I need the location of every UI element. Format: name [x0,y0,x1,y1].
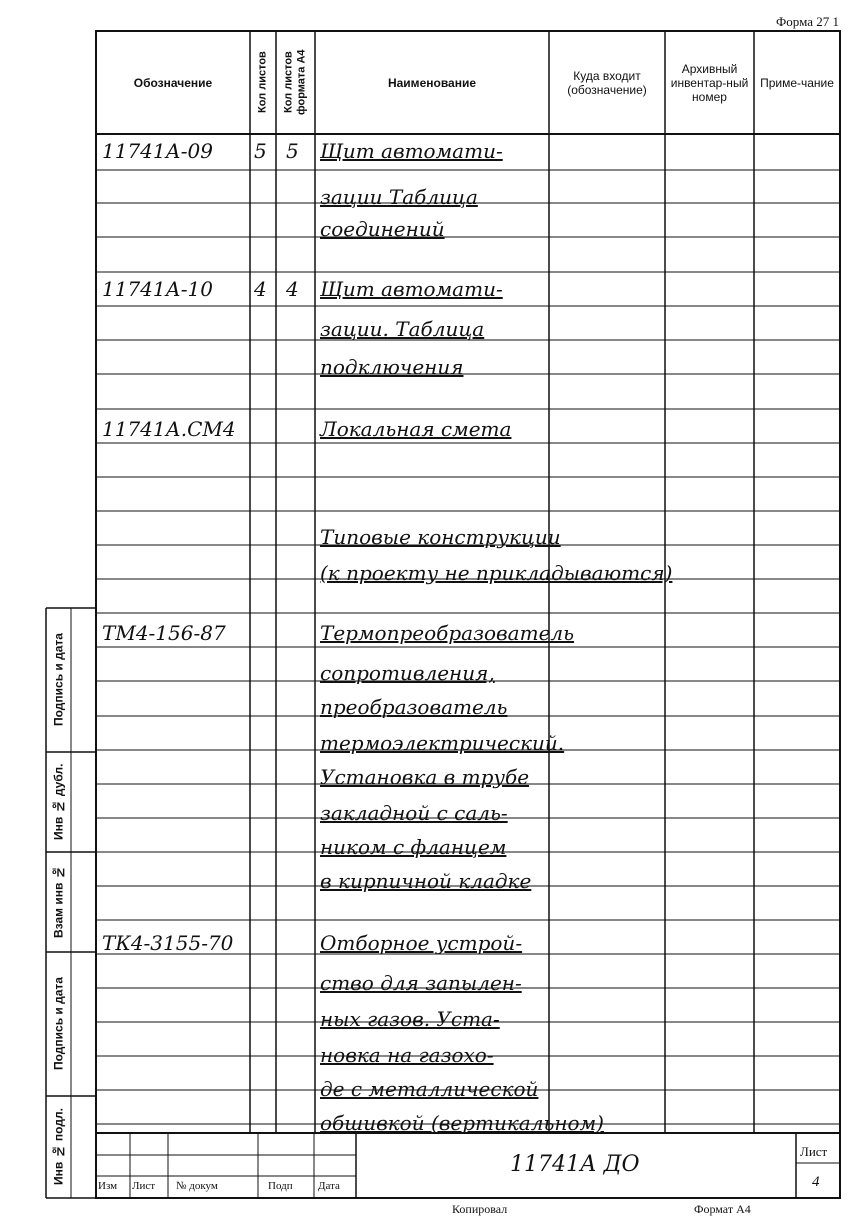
row-sheets: 5 [254,139,267,163]
header-note: Приме-чание [760,75,834,90]
row-name: Установка в трубе [320,765,530,789]
row-name: преобразователь [320,695,508,719]
row-designation: 11741А-09 [102,139,213,163]
row-name: ником с фланцем [320,835,507,859]
row-name: термоэлектрический. [320,731,565,755]
row-designation: 11741А.СМ4 [102,417,236,441]
row-designation: ТК4-3155-70 [102,931,234,955]
row-name: Локальная смета [320,417,512,441]
tb-col-sheet: Лист [132,1180,156,1192]
row-name: зации Таблица [320,185,478,209]
row-designation: 11741А-10 [102,277,213,301]
row-name: сопротивления, [320,661,495,685]
row-name: закладной с саль- [320,801,508,825]
row-name: Типовые конструкции [320,525,561,549]
row-name: обшивкой (вертикальном) [320,1111,604,1135]
side-dup-inv: Инв № дубл. [51,763,66,841]
form-label: Форма 27 1 [776,14,839,29]
tb-col-change: Изм [98,1180,118,1192]
row-name: новка на газохо- [320,1043,494,1067]
tb-col-date: Дата [318,1180,340,1192]
header-archive-no: Архивный инвентар-ный номер [670,61,749,104]
header-where-used: Куда входит (обозначение) [567,68,647,97]
side-orig-inv: Инв № подл. [51,1108,66,1186]
header-name: Наименование [387,75,477,90]
footer-copied: Копировал [452,1202,508,1216]
sheet-label: Лист [800,1144,828,1159]
row-name: де с металлической [320,1077,539,1101]
row-sheets-a4: 5 [286,139,299,163]
row-name: зации. Таблица [320,317,485,341]
side-sign-date-1: Подпись и дата [51,633,66,727]
row-name: Щит автомати- [320,277,503,301]
document-code: 11741А ДО [510,1152,640,1177]
row-name: Отборное устрой- [320,931,523,955]
header-designation: Обозначение [133,75,213,90]
row-name: Термопреобразователь [320,621,575,645]
row-name: подключения [320,355,464,379]
row-name: (к проекту не прикладываются) [320,561,673,585]
footer-format: Формат А4 [694,1202,751,1216]
row-name: ство для запылен- [320,971,522,995]
row-sheets-a4: 4 [286,277,299,301]
side-replace-inv: Взам инв № [51,865,66,939]
row-designation: ТМ4-156-87 [102,621,226,645]
row-name: соединений [320,217,445,241]
tb-col-sign: Подп [268,1180,293,1192]
row-name: Щит автомати- [320,139,503,163]
tb-col-doc: № докум [176,1180,218,1192]
header-sheets-count: Кол листов [256,51,269,114]
sheet-number: 4 [812,1174,820,1190]
side-sign-date-2: Подпись и дата [51,977,66,1071]
header-sheets-a4: Кол листов формата А4 [282,49,308,116]
row-sheets: 4 [254,277,267,301]
row-name: в кирпичной кладке [320,869,532,893]
row-name: ных газов. Уста- [320,1007,500,1031]
